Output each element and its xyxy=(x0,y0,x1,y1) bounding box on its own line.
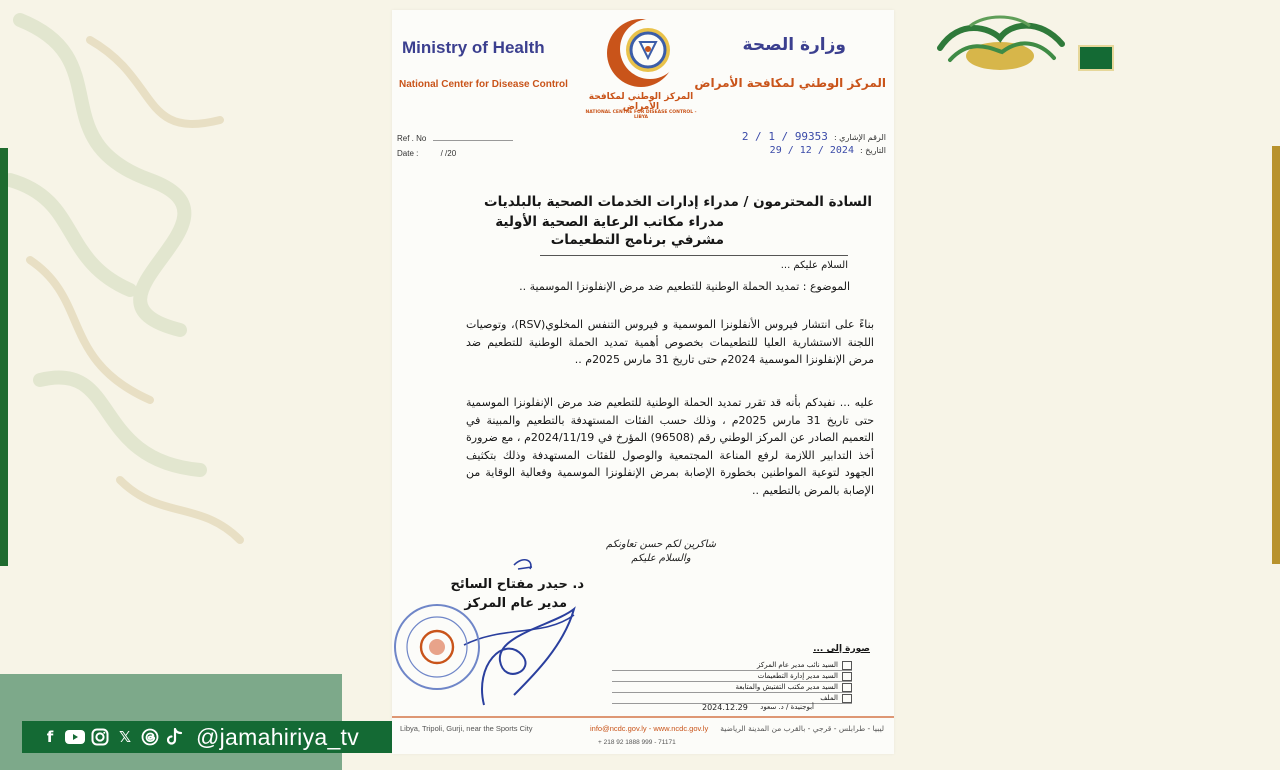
ncdc-emblem-icon xyxy=(604,16,678,90)
ministry-name-ar: وزارة الصحة xyxy=(742,35,846,55)
checkbox-icon xyxy=(842,683,852,692)
instagram-icon[interactable] xyxy=(90,727,110,747)
ref-label-ar: الرقم الإشاري : xyxy=(833,133,886,142)
date-value: 2024 / 12 / 29 xyxy=(769,145,854,156)
center-name-ar: المركز الوطني لمكافحة الأمراض xyxy=(694,76,886,90)
ref-value: 99353 / 1 / 2 xyxy=(741,130,828,143)
date-label: Date : xyxy=(397,149,419,158)
checkbox-icon xyxy=(842,694,852,703)
official-letter xyxy=(392,10,894,754)
closing-line-2: والسلام عليكم xyxy=(631,553,691,564)
ref-label: Ref . No xyxy=(397,134,427,143)
footer-date: 2024.12.29 xyxy=(702,703,748,712)
channel-logo xyxy=(930,8,1070,74)
addressee-line-1: السادة المحترمون / مدراء إدارات الخدمات الصحية بالبلديات xyxy=(484,194,872,210)
closing-line-1: شاكرين لكم حسن تعاونكم xyxy=(605,539,716,550)
signer-name: د. حيدر مفتاح السائح xyxy=(450,577,584,592)
ref-number-field xyxy=(397,134,513,143)
channel-logo-square xyxy=(1078,45,1114,71)
ref-number-ar xyxy=(742,130,886,143)
youtube-icon[interactable] xyxy=(65,727,85,747)
date-ar xyxy=(770,145,886,156)
facebook-icon[interactable]: f xyxy=(46,728,54,746)
checkbox-icon xyxy=(842,672,852,681)
copy-item: السيد مدير مكتب التفتيش والمتابعة xyxy=(612,682,852,693)
closing xyxy=(606,538,716,566)
subject-line: الموضوع : تمديد الحملة الوطنية للتطعيم ضد مرض الإنفلونزا الموسمية .. xyxy=(519,280,850,293)
date-label-ar: التاريخ : xyxy=(859,146,886,155)
emblem-caption-en: NATIONAL CENTRE FOR DISEASE CONTROL - LIBYA xyxy=(585,110,697,120)
footer-divider xyxy=(392,716,894,718)
left-accent-bar xyxy=(0,148,8,566)
official-stamp xyxy=(392,602,482,692)
footer-phone: + 218 92 1888 999 - 71171 xyxy=(598,739,676,746)
divider xyxy=(540,255,848,256)
body-paragraph-2: عليه ... نفيدكم بأنه قد تقرر تمديد الحملة الوطنية للتطعيم ضد مرض الإنفلونزا الموسمية حتى تاريخ 31 مارس 2025م ، وذلك حسب الفئات المستهدفة بالتطعيم والمبينة في التعميم الصادر عن المركز الوطني رقم (96508) المؤرخ في 2024/11/19م ، مع ضرورة أخذ التدابير اللازمة لرفع المناعة المجتمعية والوصول للفئات المستهدفة وذلك بتكثيف الجهود لتوعية المواطنين بخطورة الإصابة بمرض الإنفلونزا الموسمية وفعالية الوقاية من الإصابة بالمرض بالتطعيم .. xyxy=(466,396,874,497)
addressee-line-2: مدراء مكاتب الرعاية الصحية الأولية xyxy=(495,214,724,230)
date-field xyxy=(397,149,456,158)
ministry-name-en: Ministry of Health xyxy=(402,38,545,57)
emblem-caption-ar: المركز الوطني لمكافحة الأمراض xyxy=(588,92,694,112)
social-handle: @jamahiriya_tv xyxy=(196,723,360,750)
greeting: السلام عليكم ... xyxy=(780,260,848,271)
copies-heading: صورة إلى ... xyxy=(813,644,870,654)
copy-item: السيد نائب مدير عام المركز xyxy=(612,660,852,671)
background-ornament xyxy=(0,0,260,560)
body-paragraph-1: بناءً على انتشار فيروس الأنفلونزا الموسمية و فيروس التنفس المخلوي(RSV)، وتوصيات اللجنة الاستشارية العليا للتطعيمات بخصوص أهمية تمديد الحملة الوطنية للتطعيم ضد مرض الإنفلونزا الموسمية 2024م حتى تاريخ 31 مارس 2025م .. xyxy=(466,318,875,367)
signer-title: مدير عام المركز xyxy=(464,596,567,611)
social-bar xyxy=(22,721,406,753)
x-icon[interactable]: 𝕏 xyxy=(118,728,132,746)
date-template: / /20 xyxy=(440,149,457,158)
copies-list xyxy=(612,660,852,704)
checkbox-icon xyxy=(842,661,852,670)
right-accent-bar xyxy=(1272,146,1280,564)
footer-address-en: Libya, Tripoli, Gurji, near the Sports City xyxy=(400,724,533,733)
threads-icon[interactable] xyxy=(140,727,160,747)
copy-item: السيد مدير إدارة التطعيمات xyxy=(612,671,852,682)
footer-sender: أبوجنيدة / د. سعود xyxy=(760,703,814,711)
footer-address-ar: ليبيا - طرابلس - قرجي - بالقرب من المدينة الرياضية xyxy=(720,724,884,733)
tiktok-icon[interactable] xyxy=(165,727,185,747)
addressee-line-3: مشرفي برنامج التطعيمات xyxy=(550,232,724,248)
footer-email-web: info@ncdc.gov.ly - www.ncdc.gov.ly xyxy=(590,724,709,733)
center-name-en: National Center for Disease Control xyxy=(399,79,568,90)
copy-item: الملف xyxy=(612,693,852,704)
